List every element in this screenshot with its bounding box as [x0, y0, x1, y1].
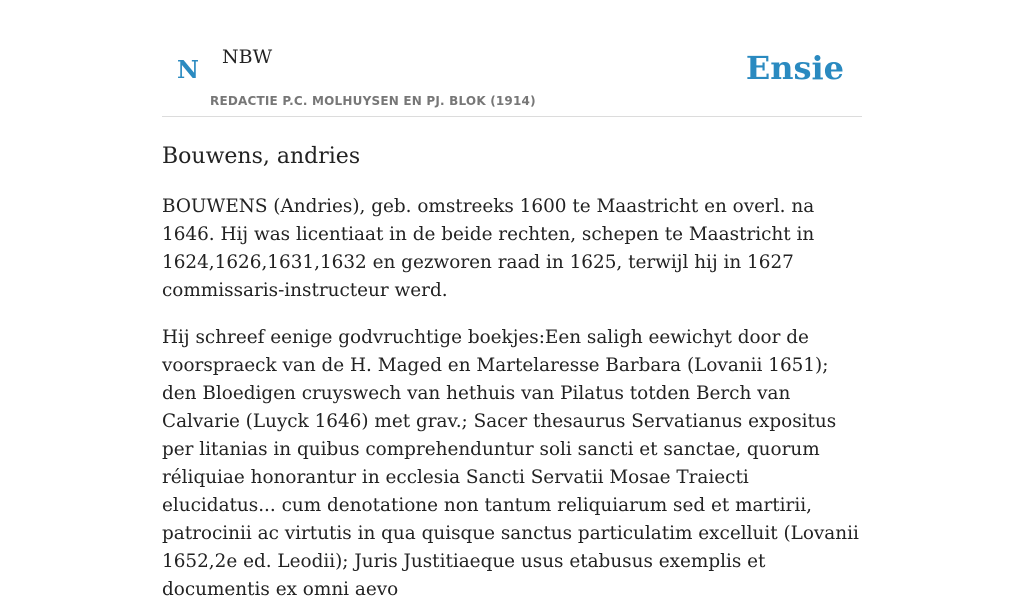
ensie-logo-link[interactable]: Ensie [745, 49, 844, 87]
source-name[interactable]: NBW [222, 46, 273, 68]
site-header [162, 0, 862, 117]
nbw-logo-icon[interactable]: N [177, 55, 199, 84]
page [162, 0, 862, 604]
article-paragraph: Hij schreef eenige godvruchtige boekjes:Een saligh eewichyt door de voorspraeck van de H. Maged en Martelaresse Barbara (Lovanii 1651); den Bloedigen cruyswech van hethuis van Pilatus totden Berch van Calvarie (Luyck 1646) met grav.; Sacer thesaurus Servatianus expositus per litanias in quibus comprehenduntur soli sancti et sanctae, quorum réliquiae honorantur in ecclesia Sancti Servatii Mosae Traiecti elucidatus... cum denotatione non tantum reliquiarum sed et martirii, patrocinii ac virtutis in qua quisque sanctus particulatim excelluit (Lovanii 1652,2e ed. Leodii); Juris Justitiaeque usus etabusus exemplis et documentis ex omni aevo [162, 327, 859, 600]
article-title: Bouwens, andries [162, 144, 361, 169]
article-paragraph: BOUWENS (Andries), geb. omstreeks 1600 te Maastricht en overl. na 1646. Hij was licentiaat in de beide rechten, schepen te Maastricht in 1624,1626,1631,1632 en gezworen raad in 1625, terwijl hij in 1627 commissaris-instructeur werd. [162, 196, 815, 301]
source-subtitle: REDACTIE P.C. MOLHUYSEN EN PJ. BLOK (1914) [210, 94, 536, 108]
